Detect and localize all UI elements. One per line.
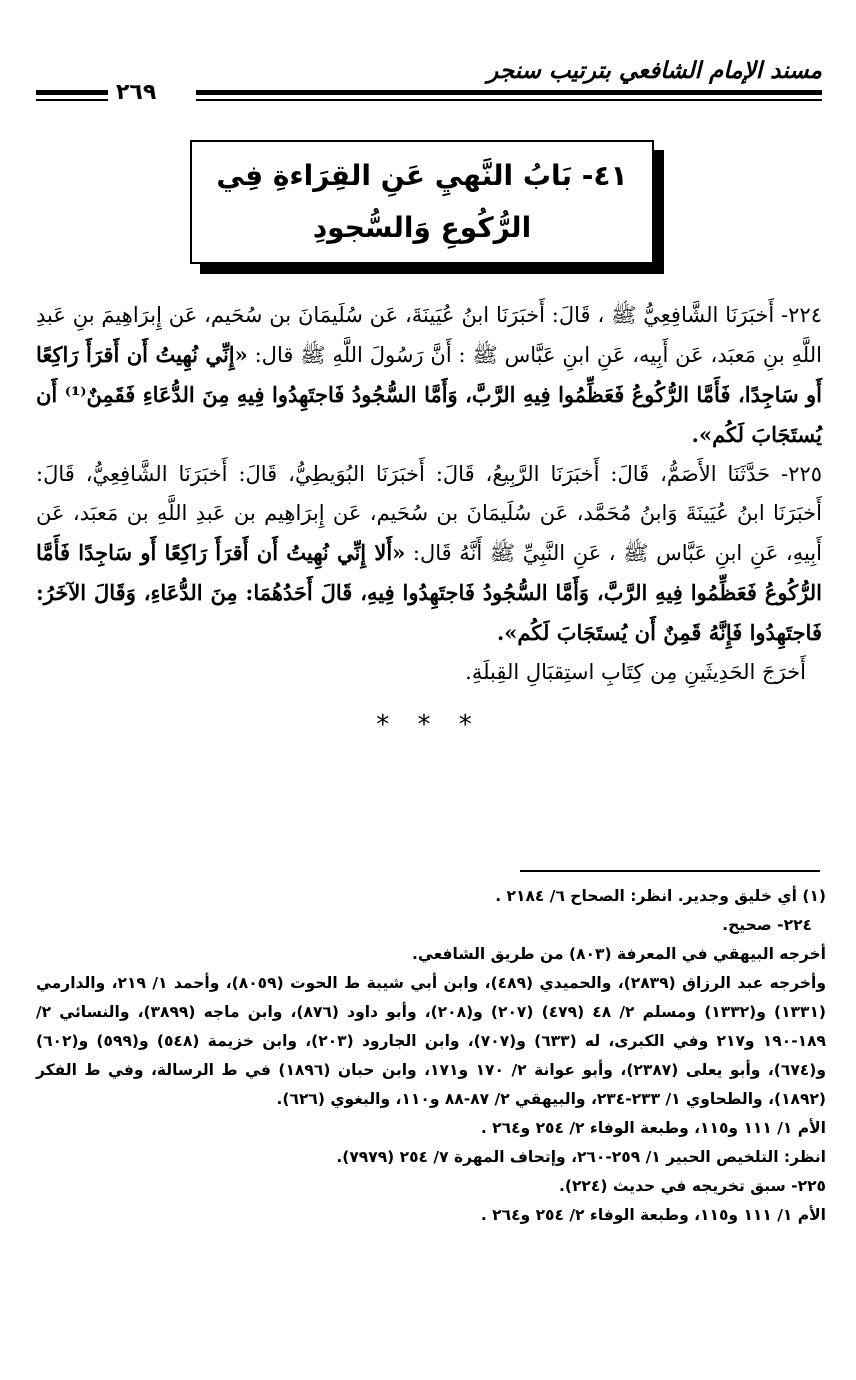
- running-header: [36, 58, 822, 108]
- takhrij-line: أَخرَجَ الحَدِيثَينِ مِن كِتَابِ استِقبَالِ القِبلَةِ.: [465, 660, 806, 684]
- hadith-matn: «إِنِّي نُهِيتُ أَن أَقرَأَ رَاكِعًا أَو سَاجِدًا، فَأَمَّا الرُّكُوعُ فَعَظِّمُوا فِيهِ الرَّبَّ، وَأَمَّا السُّجُودُ فَاجتَهِدُوا فِيهِ مِنَ الدُّعَاءِ فَقَمِنٌ⁽¹⁾ أَن يُستَجَابَ لَكُم».: [36, 342, 822, 447]
- chapter-heading-box: [190, 140, 654, 264]
- footnote-225-umm: الأم ١/ ١١١ و١١٥، وطبعة الوفاء ٢/ ٢٥٤ و٢٦٤ .: [480, 1206, 826, 1224]
- header-rule-right-thick: [196, 90, 822, 95]
- footnote-225-grade: ٢٢٥- سبق تخريجه في حديث (٢٢٤).: [558, 1177, 826, 1195]
- chapter-title: ٤١- بَابُ النَّهيِ عَنِ القِرَاءةِ فِي الرُّكُوعِ وَالسُّجودِ: [216, 159, 628, 244]
- footnote-224-grade: ٢٢٤- صحيح.: [722, 916, 812, 934]
- hadith-number: ٢٢٥-: [781, 462, 822, 486]
- hadith-225: [36, 455, 822, 653]
- page-number: ٢٦٩: [116, 80, 157, 105]
- footnote-224-source: أخرجه البيهقي في المعرفة (٨٠٣) من طريق الشافعي.: [412, 945, 826, 963]
- footnote-224-takhrij: وأخرجه عبد الرزاق (٢٨٣٩)، والحميدي (٤٨٩)، وابن أبي شيبة ط الحوت (٨٠٥٩)، وأحمد ١/ ٢١٩، والدارمي (١٣٣١) و(١٣٣٢) ومسلم ٢/ ٤٨ (٤٧٩) (٢٠٧) و(٢٠٨)، وأبو داود (٨٧٦)، وابن ماجه (٣٨٩٩)، والنسائي ٢/ ١٨٩-١٩٠ و٢١٧ وفي الكبرى، له (٦٣٣) و(٧٠٧)، وابن الجارود (٢٠٣)، وابن خزيمة (٥٤٨) و(٥٩٩) و(٦٠٢) و(٦٧٤)، وأبو يعلى (٢٣٨٧)، وأبو عوانة ٢/ ١٧٠ و١٧١، وابن حبان (١٨٩٦) في ط الرسالة، وفي ط الفكر (١٨٩٢)، والطحاوي ١/ ٢٣٣-٢٣٤، والبيهقي ٢/ ٨٧-٨٨ و١١٠، والبغوي (٦٢٦).: [36, 974, 827, 1108]
- header-rule-left-thin: [36, 99, 108, 101]
- footnote-rule: [520, 870, 820, 872]
- header-rule-left-thick: [36, 90, 108, 95]
- header-rule-right-thin: [196, 99, 822, 101]
- footnotes: [36, 882, 826, 1230]
- footnote-1: (١) أي خليق وجدير. انظر: الصحاح ٦/ ٢١٨٤ .: [495, 887, 826, 905]
- hadith-matn: «أَلا إِنِّي نُهِيتُ أَن أَقرَأَ رَاكِعًا أَو سَاجِدًا فَأَمَّا الرُّكُوعُ فَعَظِّمُوا فِيهِ الرَّبَّ، وَأَمَّا السُّجُودُ فَاجتَهِدُوا فِيهِ، قَالَ أَحَدُهُمَا: مِنَ الدُّعَاءِ، وَقَالَ الآخَرُ: فَاجتَهِدُوا فَإِنَّهُ قَمِنٌ أَن يُستَجَابَ لَكُم».: [36, 540, 822, 645]
- section-separator: * * *: [376, 710, 482, 740]
- hadith-isnad: حَدَّثَنَا الأَصَمُّ، قَالَ: أَخبَرَنَا الرَّبِيعُ، قَالَ: أَخبَرَنَا البُوَيطِيُّ، قَالَ: أَخبَرَنَا الشَّافِعِيُّ، قَالَ: أَخبَرَنَا ابنُ عُيَينَةَ وَابنُ مُحَمَّد، عَن سُلَيمَانَ بن سُحَيم، عَن إِبرَاهِيم بن عَبدِ اللَّهِ بن مَعبَد، عَن أَبِيهِ، عَنِ ابنِ عَبَّاس ﷺ ، عَنِ النَّبِيِّ ﷺ أَنَّهُ قَال:: [36, 462, 822, 565]
- running-title: مسند الإمام الشافعي بترتيب سنجر: [487, 58, 822, 84]
- hadith-number: ٢٢٤-: [781, 303, 822, 327]
- hadith-isnad: أَخبَرَنَا الشَّافِعِيُّ ﷺ ، قَالَ: أَخبَرَنَا ابنُ عُيَينَةَ، عَن سُلَيمَانَ بن سُحَيم، عَن إِبرَاهِيمَ بنِ عَبدِ اللَّهِ بنِ مَعبَد، عَن أَبِيه، عَنِ ابنِ عَبَّاس ﷺ : أَنَّ رَسُولَ اللَّهِ ﷺ قال:: [36, 303, 822, 367]
- footnote-224-see: انظر: التلخيص الحبير ١/ ٢٥٩-٢٦٠، وإتحاف المهرة ٧/ ٢٥٤ (٧٩٧٩).: [336, 1148, 826, 1166]
- hadith-224: [36, 296, 822, 455]
- main-text: [36, 296, 822, 745]
- footnote-224-umm: الأم ١/ ١١١ و١١٥، وطبعة الوفاء ٢/ ٢٥٤ و٢٦٤ .: [480, 1119, 826, 1137]
